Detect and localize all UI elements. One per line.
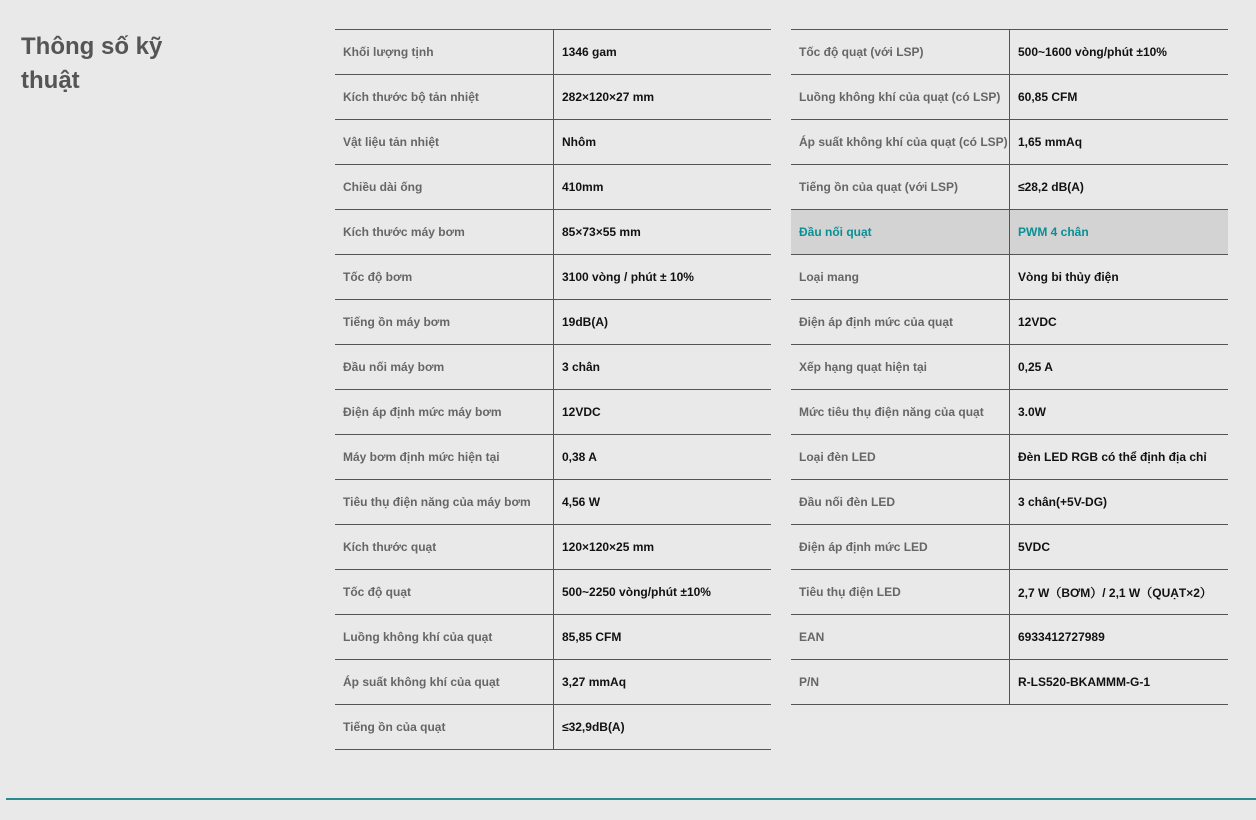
bottom-divider bbox=[6, 798, 1256, 800]
spec-label: Tiếng ồn của quạt (với LSP) bbox=[791, 165, 1010, 209]
spec-label: Kích thước máy bơm bbox=[335, 210, 554, 254]
spec-label: Đầu nối quạt bbox=[791, 210, 1010, 254]
spec-row bbox=[791, 120, 1228, 165]
spec-row bbox=[335, 30, 771, 75]
spec-row bbox=[791, 210, 1228, 255]
spec-label: Khối lượng tịnh bbox=[335, 30, 554, 74]
spec-label: Luồng không khí của quạt bbox=[335, 615, 554, 659]
spec-row bbox=[335, 120, 771, 165]
spec-row bbox=[791, 660, 1228, 705]
spec-value: 19dB(A) bbox=[562, 315, 609, 329]
spec-label: Tốc độ quạt bbox=[335, 570, 554, 614]
spec-value: 410mm bbox=[562, 180, 604, 194]
spec-row bbox=[791, 255, 1228, 300]
spec-value: 0,25 A bbox=[1018, 360, 1053, 374]
spec-value: 500~2250 vòng/phút ±10% bbox=[562, 585, 711, 599]
spec-value: 3 chân bbox=[562, 360, 601, 374]
spec-row bbox=[791, 165, 1228, 210]
spec-label: Máy bơm định mức hiện tại bbox=[335, 435, 554, 479]
spec-value: 120×120×25 mm bbox=[562, 540, 655, 554]
spec-value: 3 chân(+5V-DG) bbox=[1018, 495, 1108, 509]
spec-value: ≤28,2 dB(A) bbox=[1018, 180, 1084, 194]
spec-value: 5VDC bbox=[1018, 540, 1051, 554]
spec-label: Chiều dài ống bbox=[335, 165, 554, 209]
spec-label: Loại mang bbox=[791, 255, 1010, 299]
spec-label: Mức tiêu thụ điện năng của quạt bbox=[791, 390, 1010, 434]
spec-row bbox=[335, 660, 771, 705]
spec-row bbox=[335, 525, 771, 570]
spec-row bbox=[335, 390, 771, 435]
spec-label: Tiếng ồn của quạt bbox=[335, 705, 554, 749]
section-title: Thông số kỹ thuật bbox=[21, 33, 163, 94]
spec-label: P/N bbox=[791, 660, 1010, 704]
spec-value: 4,56 W bbox=[562, 495, 601, 509]
spec-label: Kích thước quạt bbox=[335, 525, 554, 569]
spec-label: Tốc độ bơm bbox=[335, 255, 554, 299]
spec-row bbox=[791, 435, 1228, 480]
spec-table-right bbox=[791, 29, 1228, 705]
spec-row bbox=[335, 615, 771, 660]
spec-value: PWM 4 chân bbox=[1018, 225, 1089, 239]
spec-value: 85,85 CFM bbox=[562, 630, 622, 644]
spec-label: EAN bbox=[791, 615, 1010, 659]
spec-row bbox=[791, 570, 1228, 615]
spec-value: R-LS520-BKAMMM-G-1 bbox=[1018, 675, 1150, 689]
spec-row bbox=[335, 345, 771, 390]
spec-value: ≤32,9dB(A) bbox=[562, 720, 625, 734]
spec-value: 12VDC bbox=[1018, 315, 1057, 329]
spec-value: 3,27 mmAq bbox=[562, 675, 627, 689]
spec-row bbox=[335, 75, 771, 120]
spec-label: Điện áp định mức của quạt bbox=[791, 300, 1010, 344]
spec-label: Tiêu thụ điện năng của máy bơm bbox=[335, 480, 554, 524]
spec-label: Tốc độ quạt (với LSP) bbox=[791, 30, 1010, 74]
spec-row bbox=[791, 345, 1228, 390]
spec-row bbox=[791, 615, 1228, 660]
spec-value: Vòng bi thủy điện bbox=[1018, 270, 1119, 284]
spec-row bbox=[335, 480, 771, 525]
spec-label: Kích thước bộ tản nhiệt bbox=[335, 75, 554, 119]
spec-value: 1346 gam bbox=[562, 45, 617, 59]
spec-value: 60,85 CFM bbox=[1018, 90, 1078, 104]
spec-row bbox=[791, 300, 1228, 345]
spec-row bbox=[791, 525, 1228, 570]
spec-row bbox=[791, 30, 1228, 75]
spec-label: Vật liệu tản nhiệt bbox=[335, 120, 554, 164]
spec-label: Điện áp định mức máy bơm bbox=[335, 390, 554, 434]
spec-value: Nhôm bbox=[562, 135, 596, 149]
spec-row bbox=[335, 165, 771, 210]
spec-value: 3.0W bbox=[1018, 405, 1047, 419]
spec-label: Điện áp định mức LED bbox=[791, 525, 1010, 569]
spec-label: Đầu nối đèn LED bbox=[791, 480, 1010, 524]
spec-row bbox=[335, 210, 771, 255]
spec-value: Đèn LED RGB có thể định địa chỉ bbox=[1018, 450, 1207, 464]
spec-label: Áp suất không khí của quạt (có LSP) bbox=[791, 120, 1010, 164]
spec-row bbox=[335, 435, 771, 480]
spec-row bbox=[335, 255, 771, 300]
spec-label: Tiếng ồn máy bơm bbox=[335, 300, 554, 344]
spec-label: Tiêu thụ điện LED bbox=[791, 570, 1010, 614]
spec-row bbox=[335, 570, 771, 615]
spec-value: 85×73×55 mm bbox=[562, 225, 641, 239]
spec-value: 500~1600 vòng/phút ±10% bbox=[1018, 45, 1167, 59]
spec-value: 282×120×27 mm bbox=[562, 90, 655, 104]
spec-label: Đầu nối máy bơm bbox=[335, 345, 554, 389]
spec-label: Áp suất không khí của quạt bbox=[335, 660, 554, 704]
spec-row bbox=[791, 480, 1228, 525]
spec-row bbox=[335, 705, 771, 750]
spec-row bbox=[335, 300, 771, 345]
spec-value: 1,65 mmAq bbox=[1018, 135, 1083, 149]
spec-label: Loại đèn LED bbox=[791, 435, 1010, 479]
spec-value: 6933412727989 bbox=[1018, 630, 1105, 644]
spec-row bbox=[791, 75, 1228, 120]
spec-value: 0,38 A bbox=[562, 450, 597, 464]
spec-value: 3100 vòng / phút ± 10% bbox=[562, 270, 694, 284]
spec-value: 12VDC bbox=[562, 405, 601, 419]
spec-label: Xếp hạng quạt hiện tại bbox=[791, 345, 1010, 389]
spec-label: Luồng không khí của quạt (có LSP) bbox=[791, 75, 1010, 119]
spec-value: 2,7 W（BƠM）/ 2,1 W（QUẠT×2） bbox=[1018, 585, 1212, 600]
spec-table-left bbox=[335, 29, 771, 750]
spec-row bbox=[791, 390, 1228, 435]
